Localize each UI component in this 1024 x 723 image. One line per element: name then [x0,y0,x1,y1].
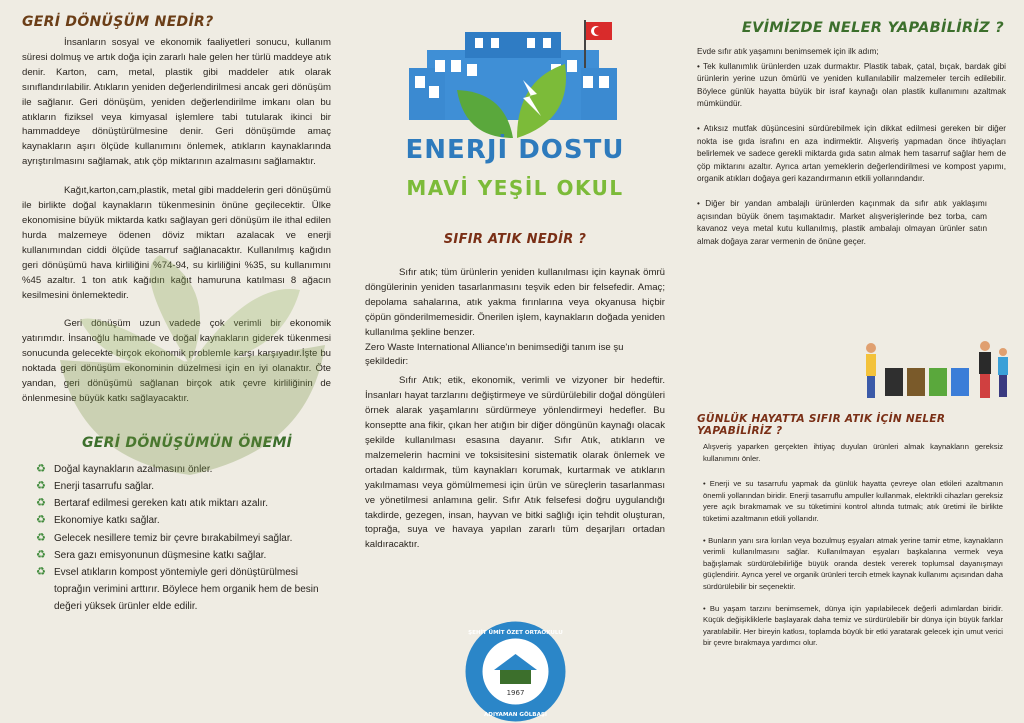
list-item: ♻ Bertaraf edilmesi gereken katı atık miktarı azalır. [36,495,331,512]
recycle-icon: ♻ [36,462,46,475]
recycling-people-illustration [863,338,1013,404]
recycle-icon: ♻ [36,566,46,579]
benefits-list [22,461,331,616]
recycling-heading: GERİ DÖNÜŞÜM NEDİR? [22,14,214,30]
recycle-icon: ♻ [36,548,46,561]
zero-waste-paragraph-2: Zero Waste International Alliance'ın benimsediği tanım ise şu şekildedir: [365,341,624,368]
brand-subtitle: MAVİ YEŞİL OKUL [406,176,624,200]
home-intro: Evde sıfır atık yaşamını benimsemek için ilk adım; [697,47,879,56]
home-bullet-2: • Atıksız mutfak düşüncesini sürdürebilmek için dikkat edilmesi gereken bir diğer nokta ise gıda israfını en aza indirmektir. Alışveriş yapmadan önce ihtiyaçları belirlemek ve sadece gerekli miktarda gıda satın almak hem tasarruf sağlar hem de çöp miktarını azaltır. Ayrıca artan yemeklerin değerlendirilmesi ve kompost yapımı, organik atıkları doğaya geri kazandırmanın etkili yollarındandır. [697,123,1006,184]
middle-panel [345,0,685,723]
daily-bullet-2: • Bunların yanı sıra kırılan veya bozulmuş eşyaları atmak yerine tamir etme, kaynakların verimli kullanılmasını sağlar. Kullanılmayan eşyaları başkalarına vermek veya bağışlamak sürdürülebilirliğe büyük oranda destek vererek toplumsal dayanışmayı güçlendirir. Ayrıca yerel ve organik ürünleri tercih etmek kaynak kullanımı açısından daha sürdürülebilir bir seçenektir. [703,535,1003,591]
daily-bullet-3: • Bu yaşam tarzını benimsemek, dünya için yapılabilecek değerli adımlardan biridir. Küçük değişikliklerle başlayarak daha temiz ve sürdürülebilir bir dünya için büyük farklar yaratılabilir. Her bireyin katkısı, toplamda büyük bir etki yaratarak gelecek için umut verici bir çevre bırakmaya yardımcı olur. [703,603,1003,648]
home-bullet-1: • Tek kullanımlık ürünlerden uzak durmaktır. Plastik tabak, çatal, bıçak, bardak gibi ürünlerin yerine uzun ömürlü ve yeniden kullanılabilir malzemeler tercih edilebilir. Böylece günlük hayatta büyük bir israf kaynağı olan plastik kullanımını azaltmak mümkündür. [697,61,1006,109]
zero-waste-paragraph-1: Sıfır atık; tüm ürünlerin yeniden kullanılması için kaynak ömrü döngülerinin yeniden tasarlanmasını teşvik eden bir felsefedir. Amaç; depolama sahalarına, atık yakma fırınlarına veya okyanusa hiçbir çöpün gönderilmemesidir. Önerilen işlem, kaynakların doğada yeniden kullanılma şekline benzer. [365,267,665,338]
list-item: ♻ Enerji tasarrufu sağlar. [36,478,331,495]
left-panel [0,0,345,723]
daily-bullet-1: • Enerji ve su tasarrufu yapmak da günlük hayatta çevreye olan etkileri azaltmanın önemli yollarından biridir. Enerji tasarruflu ampuller kullanmak, elektrikli cihazları gereksiz yere açık bırakmamak ve su tüketimini kontrol altında tutmak; atık üretimi ile birlikte tüketimi azaltmanın etkili yollarıdır. [703,479,1003,523]
recycling-paragraph-1: İnsanların sosyal ve ekonomik faaliyetleri sonucu, kullanım süresi dolmuş ve artık doğa için zararlı hale gelen her türlü maddeye atık denir. Karton, cam, metal, plastik gibi maddeler atık olarak sınıflandırılabilir. Atıkların yeniden değerlendirilmesi ancak geri dönüşüm ile sağlanır. Geri dönüşüm, yeniden değerlendirilme imkanı olan bu atıkların fiziksel veya kimyasal işlemlere tabi tutularak ikinci bir hammaddeye dönüştürülmesine denir. Geri dönüşümde amaç kaynakların aşırı ölçüde kullanımını önlemek, atıkların kaynaklarında ayrıştırılmasını sağlamak, atık çöp miktarının azalmasını sağlamaktır. [22,37,331,168]
list-item: ♻ Doğal kaynakların azalmasını önler. [36,461,331,478]
seal-year: 1967 [506,689,525,697]
seal-bottom-text: ADIYAMAN GÖLBAŞI [483,712,548,718]
school-seal [464,620,567,723]
recycle-icon: ♻ [36,480,46,493]
daily-life-text [703,441,1003,649]
seal-top-text: ŞEHİT ÜMİT ÖZET ORTAOKULU [468,630,563,636]
list-item: ♻ Sera gazı emisyonunun düşmesine katkı sağlar. [36,547,331,564]
daily-intro: Alışveriş yaparken gerçekten ihtiyaç duyulan ürünleri almak kaynakların gereksiz kullanımını önler. [703,442,1003,463]
home-bullet-3: • Diğer bir yandan ambalajlı ürünlerden kaçınmak da sıfır atık yaklaşımı açısından büyük önem taşımaktadır. Market alışverişlerinde bez torba, cam kavanoz veya metal kutu kullanılmış, plastik ambalajı olmayan ürünler satın almak doğaya zarar vermenin de önüne geçer. [697,198,987,246]
list-item: ♻ Evsel atıkların kompost yöntemiyle geri dönüştürülmesi toprağın verimini arttırır. Böylece hem organik hem de besin değeri yüksek ürünler elde edilir. [36,566,319,613]
list-item: ♻ Gelecek nesillere temiz bir çevre bırakabilmeyi sağlar. [36,530,331,547]
zero-waste-paragraph-3: Sıfır Atık; etik, ekonomik, verimli ve vizyoner bir hedeftir. İnsanları hayat tarzlarını değiştirmeye ve sürdürülebilir doğal döngüleri örnek alarak yaşamlarını sürdürmeye yönlendirmeyi hedefler. Bu konseptte ana fikir, çıkan her atığın bir diğer döngünün kaynağı olacak şekilde kullanılması esasına dayanır. Sıfır Atık, atıkların ve malzemelerin hacmini ve toksisitesini sistematik olarak önlemek ve ortadan kaldırmak, tüm kaynakları korumak, kurtarmak ve atıkların yakılmaması veya gömülmemesi için ürün ve süreçlerin tasarlanması ve yönetilmesi anlamına gelir. Sıfır Atık felsefesi doğru uygulandığı takdirde, gezegen, insan, hayvan ve bitki sağlığı için tehdit oluşturan, toprağa, suya ve havaya yapılan zararlı tüm deşarjları ortadan kaldıracaktır. [365,375,665,551]
recycling-paragraph-3: Geri dönüşüm uzun vadede çok verimli bir ekonomik yatırımdır. İnsanoğlu hammade ve doğal kaynakların giderek tükenmesi sonucunda gelecekte birçok ekonomik problemle karşı karşıyadır.İşte bu noktada geri dönüşüm ekonominin düzelmesi için en iyi olanaktır. Öte yandan, geri dönüşümü sağlanan birçok atık çevre kirliliğinin de önlenmesine büyük katkı sağlayacaktır. [22,318,331,404]
home-heading: EVİMİZDE NELER YAPABİLİRİZ ? [741,20,1004,36]
importance-heading: GERİ DÖNÜŞÜMÜN ÖNEMİ [82,434,293,451]
recycle-icon: ♻ [36,514,46,527]
zero-waste-heading: SIFIR ATIK NEDİR ? [443,232,587,247]
recycling-paragraph-2: Kağıt,karton,cam,plastik, metal gibi maddelerin geri dönüşümü ile birlikte doğal kaynakların tükenmesinin önüne geçilecektir. Ülke ekonomisine büyük miktarda katkı sağlayan geri dönüşüm ile ithal edilen hurda malzemeye ödenen döviz miktarı azalacak ve enerji kullanımından ciddi ölçüde tasarruf sağlanacaktır. Kullanılmış kağıdın geri dönüşümü hava kirliliğini %74-94, su kirliliğini %35, su kullanımını %45 azaltır. 1 ton atık kağıdın kağıt hamuruna katılması 8 ağacın kesilmesini önlemektedir. [22,185,331,301]
daily-life-heading: GÜNLÜK HAYATTA SIFIR ATIK İÇİN NELER YAPABİLİRİZ ? [697,413,946,437]
recycle-icon: ♻ [36,531,46,544]
brand-title: ENERJİ DOSTU [405,135,625,165]
right-panel [685,0,1024,723]
list-item: ♻ Ekonomiye katkı sağlar. [36,512,331,529]
zero-waste-text [365,266,665,553]
recycle-icon: ♻ [36,497,46,510]
